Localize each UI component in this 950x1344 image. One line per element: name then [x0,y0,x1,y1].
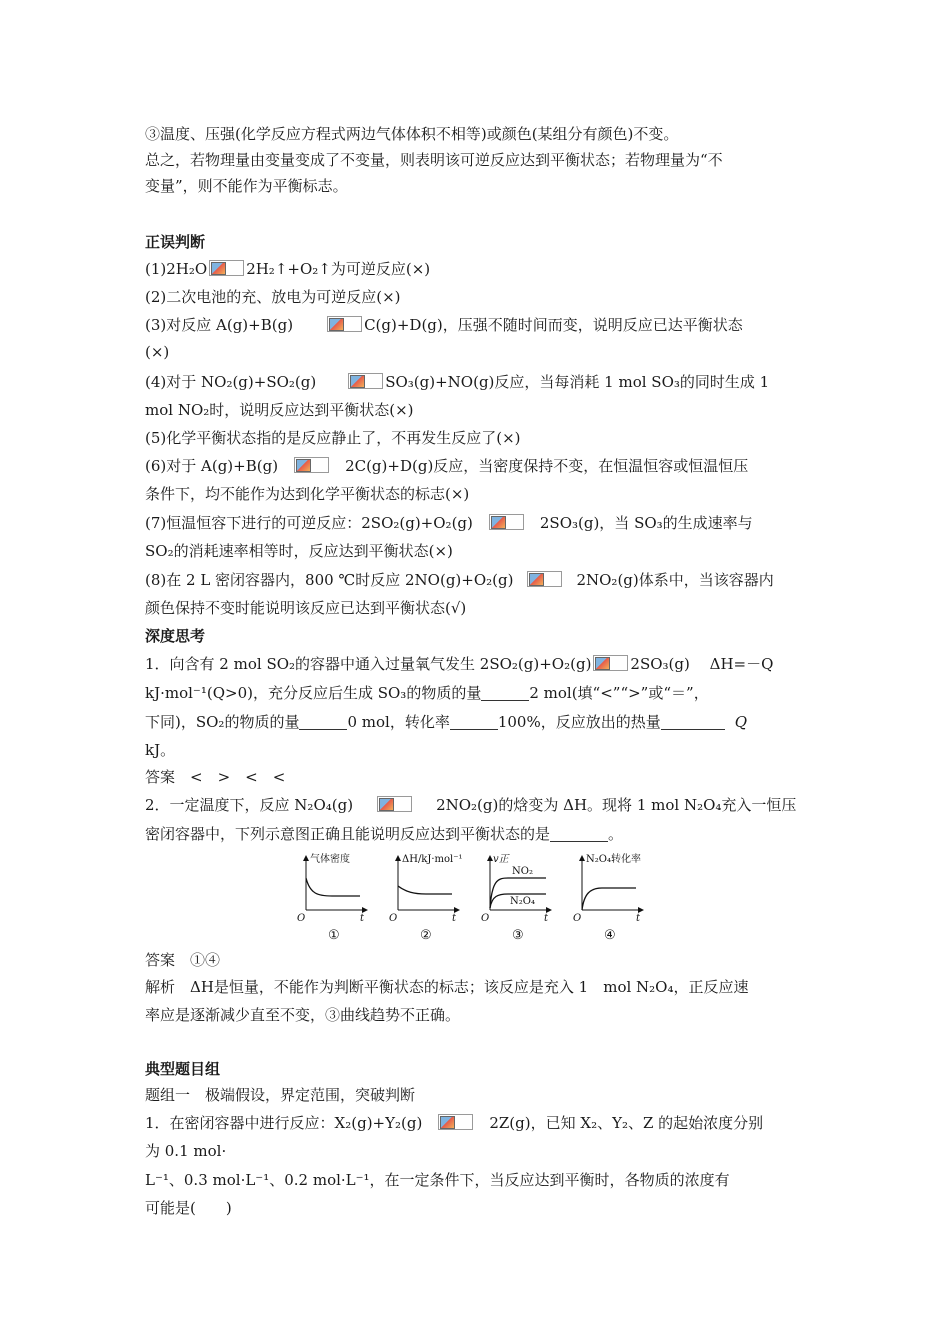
section-title-typical-problems: 典型题目组 [145,1060,221,1078]
question-1: 1．向含有 2 mol SO₂的容器中通入过量氧气发生 2SO₂(g)+O₂(g) 2SO₃(g) ΔH=－Q [145,655,774,673]
question-2: 2．一定温度下，反应 N₂O₄(g) 2NO₂(g)的焓变为 ΔH。现将 1 mol N₂O₄充入一恒压 [145,796,797,814]
svg-text:O: O [389,913,398,924]
svg-text:O: O [573,913,582,924]
question-1-cont-3: kJ。 [145,741,176,759]
reversible-arrow-icon [294,457,329,473]
item-7: (7)恒温恒容下进行的可逆反应：2SO₂(g)+O₂(g) 2SO₃(g)，当 SO₃的生成速率与 [145,514,753,532]
svg-text:③: ③ [512,928,524,943]
svg-text:t: t [544,913,549,924]
section-title-deep-thinking: 深度思考 [145,627,206,645]
svg-text:t: t [452,913,457,924]
problem-group-heading: 题组一 极端假设，界定范围，突破判断 [145,1086,416,1104]
item-4-cont: mol NO₂时，说明反应达到平衡状态(×) [145,401,414,419]
answer-2: 答案 ①④ [145,951,221,969]
reversible-arrow-icon [438,1114,473,1130]
answer-blank[interactable] [481,685,529,701]
item-3-cont: (×) [145,343,170,361]
item-3: (3)对反应 A(g)+B(g) C(g)+D(g)，压强不随时间而变，说明反应已达平衡状态 [145,316,743,334]
svg-text:t: t [636,913,641,924]
reversible-arrow-icon [489,514,524,530]
figure-4-conversion [573,852,643,943]
reversible-arrow-icon [348,373,383,389]
intro-line-1: ③温度、压强(化学反应方程式两边气体体积不相等)或颜色(某组分有颜色)不变。 [145,125,679,143]
item-8-cont: 颜色保持不变时能说明该反应已达到平衡状态(√) [145,599,467,617]
question-2-cont: 密闭容器中，下列示意图正确且能说明反应达到平衡状态的是 。 [145,825,624,843]
svg-text:②: ② [420,928,432,943]
answer-blank[interactable] [450,714,498,730]
figure-3-axis-label: v正 [493,854,509,865]
answer-blank[interactable] [661,714,725,730]
item-4: (4)对于 NO₂(g)+SO₂(g) SO₃(g)+NO(g)反应，当每消耗 1 mol SO₃的同时生成 1 [145,373,770,391]
item-7-cont: SO₂的消耗速率相等时，反应达到平衡状态(×) [145,542,453,560]
schematic-diagrams [292,850,652,945]
problem-1-cont-2: L⁻¹、0.3 mol·L⁻¹、0.2 mol·L⁻¹，在一定条件下，当反应达到平衡时，各物质的浓度有 [145,1171,730,1189]
explanation-line-1: 解析 ΔH是恒量，不能作为判断平衡状态的标志；该反应是充入 1 mol N₂O₄，正反应速 [145,978,749,996]
intro-line-2: 总之，若物理量由变量变成了不变量，则表明该可逆反应达到平衡状态；若物理量为“不 [145,151,723,169]
item-5: (5)化学平衡状态指的是反应静止了，不再发生反应了(×) [145,429,521,447]
reversible-arrow-icon [527,571,562,587]
svg-text:O: O [481,913,490,924]
section-title-true-false: 正误判断 [145,233,206,251]
reversible-arrow-icon [593,655,628,671]
figure-group-schematics [292,850,652,945]
figure-2-axis-label: ΔH/kJ·mol⁻¹ [402,854,463,865]
item-6-cont: 条件下，均不能作为达到化学平衡状态的标志(×) [145,485,470,503]
problem-1: 1．在密闭容器中进行反应：X₂(g)+Y₂(g) 2Z(g)，已知 X₂、Y₂、Z 的起始浓度分别 [145,1114,764,1132]
svg-text:④: ④ [604,928,616,943]
explanation-line-2: 率应是逐渐减少直至不变，③曲线趋势不正确。 [145,1006,461,1024]
item-6: (6)对于 A(g)+B(g) 2C(g)+D(g)反应，当密度保持不变，在恒温恒容或恒温恒压 [145,457,749,475]
problem-1-cont-3: 可能是( ) [145,1199,232,1217]
figure-1-axis-label: 气体密度 [310,854,350,865]
problem-1-cont-1: 为 0.1 mol· [145,1142,227,1160]
reversible-arrow-icon [209,260,244,276]
answer-blank[interactable] [299,714,347,730]
intro-line-3: 变量”，则不能作为平衡标志。 [145,177,348,195]
question-1-cont-1: kJ·mol⁻¹(Q>0)，充分反应后生成 SO₃的物质的量 2 mol(填“<”“>”或“＝”， [145,684,709,702]
answer-1: 答案 < > < < [145,768,286,786]
series-label-no2: NO₂ [512,866,533,877]
series-label-n2o4: N₂O₄ [510,896,535,907]
reversible-arrow-icon [377,796,412,812]
svg-text:O: O [297,913,306,924]
item-1: (1)2H₂O 2H₂↑+O₂↑为可逆反应(×) [145,260,431,278]
svg-text:t: t [360,913,365,924]
item-8: (8)在 2 L 密闭容器内，800 ℃时反应 2NO(g)+O₂(g) 2NO₂(g)体系中，当该容器内 [145,571,774,589]
figure-1-gas-density [297,852,367,943]
figure-3-forward-rate [481,853,551,943]
figure-2-enthalpy [389,854,463,943]
figure-4-axis-label: N₂O₄转化率 [586,854,641,865]
answer-blank[interactable] [550,826,608,842]
svg-text:①: ① [328,928,340,943]
question-1-cont-2: 下同)，SO₂的物质的量 0 mol，转化率 100%，反应放出的热量 Q [145,713,748,731]
item-2: (2)二次电池的充、放电为可逆反应(×) [145,288,401,306]
reversible-arrow-icon [327,316,362,332]
